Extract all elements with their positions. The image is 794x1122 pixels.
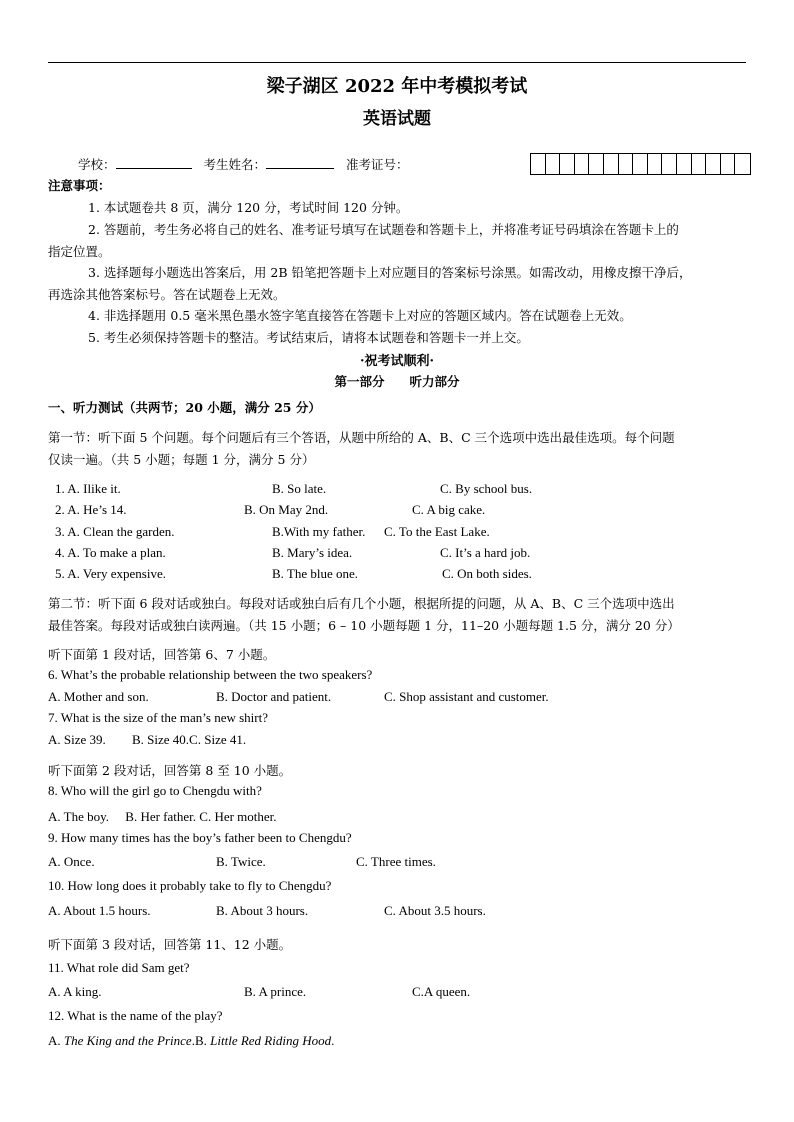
notice-item: 2. 答题前，考生务必将自己的姓名、准考证号填写在试题卷和答题卡上，并将准考证号码填涂在答题卡上的: [88, 222, 679, 237]
id-cell: [589, 154, 604, 174]
part-title: 第一部分 听力部分: [334, 374, 460, 389]
notice-heading: 注意事项：: [48, 178, 111, 193]
id-cell: [721, 154, 736, 174]
q9-question: 9. How many times has the boy’s father been to Chengdu?: [48, 830, 352, 845]
id-cell: [633, 154, 648, 174]
notice-item: 再选涂其他答案标号。答在试题卷上无效。: [48, 287, 286, 302]
q6-question: 6. What’s the probable relationship between the two speakers?: [48, 667, 373, 682]
id-cell: [662, 154, 677, 174]
q4-option-c: C. It’s a hard job.: [440, 545, 531, 560]
exam-title: 梁子湖区 2022 年中考模拟考试: [266, 76, 528, 97]
school-label: 学校：: [78, 157, 116, 172]
id-cell: [546, 154, 561, 174]
q5-option-a: 5. A. Very expensive.: [55, 566, 166, 581]
q6-option-c: C. Shop assistant and customer.: [384, 689, 549, 704]
q7-option-a: A. Size 39.: [48, 732, 106, 747]
id-cell: [575, 154, 590, 174]
exam-id-grid: [530, 153, 751, 175]
id-label: 准考证号：: [346, 157, 409, 172]
name-label: 考生姓名：: [203, 157, 267, 172]
id-cell: [735, 154, 750, 174]
q12-question: 12. What is the name of the play?: [48, 1008, 223, 1023]
q2-option-a: 2. A. He’s 14.: [55, 502, 127, 517]
id-cell: [648, 154, 663, 174]
id-cell: [619, 154, 634, 174]
notice-item: 指定位置。: [48, 244, 111, 259]
q4-option-b: B. Mary’s idea.: [272, 545, 353, 560]
school-blank: [116, 156, 192, 169]
q10-option-c: C. About 3.5 hours.: [384, 903, 486, 918]
id-cell: [531, 154, 546, 174]
notice-item: 4. 非选择题用 0.5 毫米黑色墨水签字笔直接答在答题卡上对应的答题区域内。答在试题卷上无效。: [88, 308, 632, 323]
dialogue-1-instruction: 听下面第 1 段对话，回答第 6、7 小题。: [48, 647, 276, 662]
section1-intro: 第一节：听下面 5 个问题。每个问题后有三个答语，从题中所给的 A、B、C 三个选项中选出最佳选项。每个问题: [48, 430, 675, 445]
q9-option-a: A. Once.: [48, 854, 95, 869]
name-blank: [266, 156, 334, 169]
q10-option-a: A. About 1.5 hours.: [48, 903, 151, 918]
section2-intro: 最佳答案。每段对话或独白读两遍。（共 15 小题；6 – 10 小题每题 1 分，11–20 小题每题 1.5 分，满分 20 分）: [48, 618, 680, 633]
q10-option-b: B. About 3 hours.: [216, 903, 309, 918]
info-row: [78, 155, 409, 173]
q8-options: A. The boy. B. Her father. C. Her mother.: [48, 809, 277, 824]
q1-option-a: 1. A. Ilike it.: [55, 481, 121, 496]
id-cell: [560, 154, 575, 174]
notice-item: 5. 考生必须保持答题卡的整洁。考试结束后，请将本试题卷和答题卡一并上交。: [88, 330, 529, 345]
section2-intro: 第二节：听下面 6 段对话或独白。每段对话或独白后有几个小题，根据所提的问题，从 A、B、C 三个选项中选出: [48, 596, 675, 611]
notice-item: 1. 本试题卷共 8 页，满分 120 分，考试时间 120 分钟。: [88, 200, 409, 215]
id-cell: [604, 154, 619, 174]
q8-question: 8. Who will the girl go to Chengdu with?: [48, 783, 262, 798]
q12-options: [48, 1033, 334, 1049]
q3-option-b: B.With my father.: [272, 524, 366, 539]
q4-option-a: 4. A. To make a plan.: [55, 545, 166, 560]
q12-a-prefix: A.: [48, 1033, 64, 1048]
top-rule: [48, 62, 746, 63]
q9-option-b: B. Twice.: [216, 854, 266, 869]
id-cell: [706, 154, 721, 174]
id-cell: [692, 154, 707, 174]
q1-option-b: B. So late.: [272, 481, 327, 496]
section-title: 一、听力测试（共两节；20 小题，满分 25 分）: [48, 400, 321, 415]
blessing: ·祝考试顺利·: [359, 354, 435, 369]
q6-option-b: B. Doctor and patient.: [216, 689, 332, 704]
q6-option-a: A. Mother and son.: [48, 689, 149, 704]
q12-b-prefix: .B.: [191, 1033, 211, 1048]
dialogue-3-instruction: 听下面第 3 段对话，回答第 11、12 小题。: [48, 937, 292, 952]
q11-option-b: B. A prince.: [244, 984, 307, 999]
notice-item: 3. 选择题每小题选出答案后，用 2B 铅笔把答题卡上对应题目的答案标号涂黑。如需改动，用橡皮擦干净后，: [88, 265, 692, 280]
q1-option-c: C. By school bus.: [440, 481, 533, 496]
exam-subtitle: 英语试题: [363, 109, 431, 129]
q10-question: 10. How long does it probably take to fly to Chengdu?: [48, 878, 332, 893]
q3-option-c: C. To the East Lake.: [384, 524, 490, 539]
section1-intro: 仅读一遍。（共 5 小题；每题 1 分，满分 5 分）: [48, 452, 315, 467]
id-cell: [677, 154, 692, 174]
q12-a-title: The King and the Prince: [63, 1033, 192, 1048]
q9-option-c: C. Three times.: [356, 854, 436, 869]
dialogue-2-instruction: 听下面第 2 段对话，回答第 8 至 10 小题。: [48, 763, 292, 778]
q3-option-a: 3. A. Clean the garden.: [55, 524, 175, 539]
q5-option-c: C. On both sides.: [442, 566, 532, 581]
q7-option-bc: B. Size 40.C. Size 41.: [132, 732, 247, 747]
q2-option-b: B. On May 2nd.: [244, 502, 329, 517]
q12-end: .: [331, 1033, 335, 1048]
q5-option-b: B. The blue one.: [272, 566, 359, 581]
q2-option-c: C. A big cake.: [412, 502, 486, 517]
q11-option-c: C.A queen.: [412, 984, 471, 999]
q7-question: 7. What is the size of the man’s new shirt?: [48, 710, 268, 725]
q11-option-a: A. A king.: [48, 984, 102, 999]
q11-question: 11. What role did Sam get?: [48, 960, 190, 975]
q12-b-title: Little Red Riding Hood: [210, 1033, 332, 1048]
